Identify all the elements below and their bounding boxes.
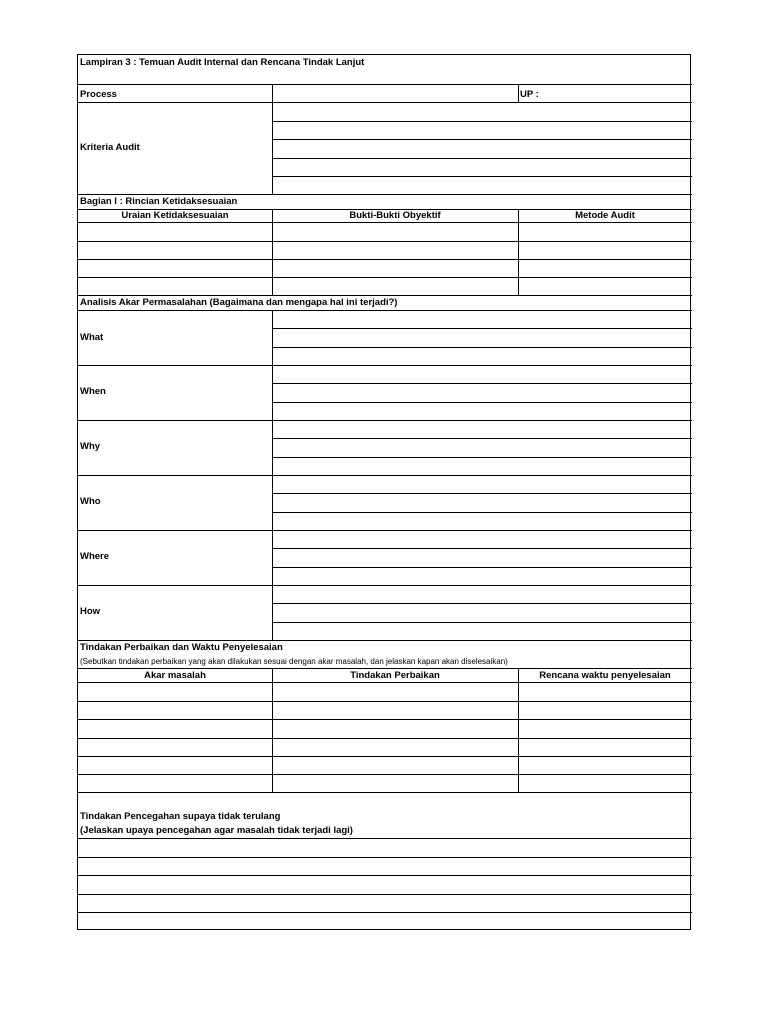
process-label: Process xyxy=(80,89,117,100)
row-divider xyxy=(78,310,692,311)
row-divider xyxy=(78,668,692,669)
row-divider xyxy=(78,912,692,913)
row-divider xyxy=(272,438,692,439)
column-header: Rencana waktu penyelesaian xyxy=(539,670,671,681)
col-divider xyxy=(272,84,273,194)
pencegahan-subtitle: (Jelaskan upaya pencegahan agar masalah tidak terjadi lagi) xyxy=(80,825,353,836)
row-divider xyxy=(78,222,692,223)
row-divider xyxy=(78,682,692,683)
row-divider xyxy=(272,603,692,604)
row-divider xyxy=(78,259,692,260)
row-divider xyxy=(78,857,692,858)
analisis-item-who: Who xyxy=(80,496,101,507)
row-divider xyxy=(78,838,692,839)
row-divider xyxy=(78,701,692,702)
form-title: Lampiran 3 : Temuan Audit Internal dan Rencana Tindak Lanjut xyxy=(80,57,365,68)
col-divider xyxy=(518,84,519,102)
column-header: Bukti-Bukti Obyektif xyxy=(349,210,441,221)
row-divider xyxy=(272,548,692,549)
row-divider xyxy=(78,277,692,278)
analisis-item-when: When xyxy=(80,386,106,397)
kriteria-audit-label: Kriteria Audit xyxy=(80,142,140,153)
row-divider xyxy=(272,567,692,568)
row-divider xyxy=(272,493,692,494)
pencegahan-title: Tindakan Pencegahan supaya tidak terulang xyxy=(80,811,281,822)
row-divider xyxy=(78,792,692,793)
col-divider xyxy=(272,310,273,640)
col-divider xyxy=(518,209,519,295)
row-divider xyxy=(78,756,692,757)
column-header: Uraian Ketidaksesuaian xyxy=(121,210,229,221)
row-divider xyxy=(272,512,692,513)
row-divider xyxy=(272,402,692,403)
row-divider xyxy=(78,102,692,103)
row-divider xyxy=(78,295,692,296)
analisis-item-why: Why xyxy=(80,441,101,452)
col-divider xyxy=(272,209,273,295)
col-divider xyxy=(518,668,519,792)
row-divider xyxy=(272,121,692,122)
row-divider xyxy=(78,774,692,775)
row-divider xyxy=(78,719,692,720)
perbaikan-title: Tindakan Perbaikan dan Waktu Penyelesaian xyxy=(80,642,283,653)
row-divider xyxy=(78,738,692,739)
row-divider xyxy=(272,622,692,623)
row-divider xyxy=(272,347,692,348)
row-divider xyxy=(272,383,692,384)
row-divider xyxy=(272,158,692,159)
row-divider xyxy=(78,475,692,476)
column-header: Metode Audit xyxy=(575,210,635,221)
audit-form-sheet xyxy=(77,54,691,930)
column-header: Tindakan Perbaikan xyxy=(350,670,440,681)
bagian-title: Bagian I : Rincian Ketidaksesuaian xyxy=(80,196,238,207)
row-divider xyxy=(78,365,692,366)
row-divider xyxy=(78,84,692,85)
analisis-item-where: Where xyxy=(80,551,110,562)
row-divider xyxy=(78,894,692,895)
analisis-item-how: How xyxy=(80,606,101,617)
analisis-item-what: What xyxy=(80,332,104,343)
row-divider xyxy=(78,530,692,531)
row-divider xyxy=(78,585,692,586)
row-divider xyxy=(78,640,692,641)
row-divider xyxy=(78,241,692,242)
up-label: UP : xyxy=(520,89,539,100)
perbaikan-subtitle: (Sebutkan tindakan perbaikan yang akan dilakukan sesuai dengan akar masalah, dan jelaskan kapan akan diselesaikan) xyxy=(80,657,508,666)
col-divider xyxy=(272,668,273,792)
row-divider xyxy=(272,328,692,329)
row-divider xyxy=(78,420,692,421)
row-divider xyxy=(78,194,692,195)
row-divider xyxy=(272,457,692,458)
row-divider xyxy=(78,875,692,876)
row-divider xyxy=(272,176,692,177)
analisis-title: Analisis Akar Permasalahan (Bagaimana dan mengapa hal ini terjadi?) xyxy=(80,297,398,308)
row-divider xyxy=(272,139,692,140)
column-header: Akar masalah xyxy=(144,670,206,681)
